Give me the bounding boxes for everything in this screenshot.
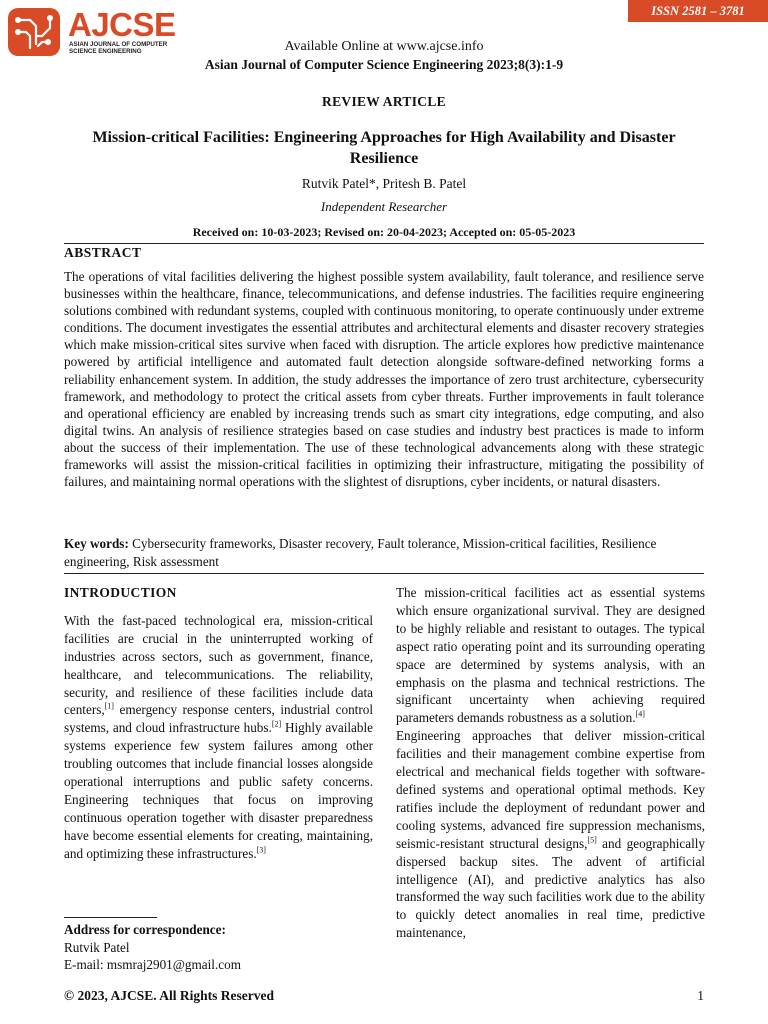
introduction-paragraph <box>64 612 373 863</box>
authors: Rutvik Patel*, Pritesh B. Patel <box>301 176 467 191</box>
divider <box>64 573 704 574</box>
correspondence-name: Rutvik Patel <box>64 939 130 955</box>
paragraph-text: Engineering approaches that deliver mission-critical facilities and their management combine expertise from electrical and mechanical fields together with software-defined systems and operational optimal methods. Key ratifies include the deployment of redundant power and cooling systems, advanced fire suppression mechanisms, seismic-resistant structural designs, <box>396 728 705 851</box>
correspondence-footnote <box>64 921 373 974</box>
paragraph-text: The mission-critical facilities act as essential systems which ensure organizational survival. They are designed to be highly reliable and resistant to outages. The typical aspect ratio operating point and its surrounding operating space are determined by systems analysis, with an emphasis on the plasma and technical restrictions. The significant uncertainty when achieving required parameters demands robustness as a solution. <box>396 585 705 726</box>
keywords <box>64 535 704 570</box>
submission-dates: Received on: 10-03-2023; Revised on: 20-04-2023; Accepted on: 05-05-2023 <box>192 225 576 239</box>
logo-subtitle: SCIENCE ENGINEERING <box>69 48 142 55</box>
abstract-heading: ABSTRACT <box>64 245 142 260</box>
paragraph-text: and geographically dispersed backup sites. The advent of artificial intelligence (AI), and predictive analytics has also transformed the way such facilities work due to the ability to quickly detect anomalies in real time, predictive maintenance, <box>396 835 706 941</box>
citation-ref[interactable]: [5] <box>587 835 597 845</box>
available-online: Available Online at www.ajcse.info <box>284 39 484 54</box>
page-number: 1 <box>697 988 704 1003</box>
right-column <box>396 584 705 942</box>
paragraph-text: With the fast-paced technological era, mission-critical facilities are crucial in the uninterrupted working of industries across sectors, such as government, finance, healthcare, and telecommunications. The reliability, security, and resilience of these facilities include data centers, <box>64 612 373 718</box>
correspondence-email[interactable]: E-mail: msmraj2901@gmail.com <box>64 957 241 972</box>
citation-ref[interactable]: [4] <box>635 709 645 719</box>
article-type: REVIEW ARTICLE <box>322 94 446 109</box>
logo-name: AJCSE <box>68 6 176 43</box>
citation-ref[interactable]: [2] <box>271 719 282 729</box>
paragraph-text: Highly available systems experience few system failures among other troubling outcomes that include financial losses alongside operational interruptions and public safety concerns. Engineering techniques that focus on improving continuous operation together with disaster preparedness have become essential elements for creating, maintaining, and optimizing these infrastructures. <box>64 720 373 861</box>
affiliation: Independent Researcher <box>320 199 448 214</box>
divider <box>64 243 704 244</box>
keywords-text: Cybersecurity frameworks, Disaster recovery, Fault tolerance, Mission-critical facilities, Resilience engineering, Risk assessment <box>64 536 657 569</box>
citation-ref[interactable]: [3] <box>256 845 266 855</box>
issn-badge: ISSN 2581 – 3781 <box>628 0 768 22</box>
abstract-text: The operations of vital facilities delivering the highest possible system availability, fault tolerance, and resilience serve businesses within the healthcare, finance, telecommunications, and defense industries. The facilities require engineering solutions combined with redundant systems, coupled with continuous monitoring, to operate continuously under extreme conditions. The document investigates the essential attributes and architectural elements and disaster recovery strategies which make mission-critical sites survive when faced with disruption. The article explores how predictive maintenance powered by artificial intelligence and automated fault detection alongside software-defined networking forms a reliability enhancement system. In addition, the study addresses the importance of zero trust architecture, cybersecurity framework, and methodology to protect the critical assets from cyber threats. Further improvements in fault tolerance and operational efficiency are enabled by increasing trends such as smart city integrations, edge computing, and also digital twins. An analysis of resilience strategies based on case studies and industry best practices is made to inform about the success of their implementation. The use of these technological advancements along with these strategic frameworks will assist the mission-critical facilities in optimizing their infrastructure, mitigating the possibility of failures, and maintaining normal operations with the slightest of disruptions, cyber incidents, or natural disasters. <box>64 269 704 490</box>
copyright: © 2023, AJCSE. All Rights Reserved <box>64 988 274 1003</box>
left-column <box>64 584 373 863</box>
body-paragraph <box>396 727 705 942</box>
footnote-rule <box>64 917 157 918</box>
logo-subtitle: ASIAN JOURNAL OF COMPUTER <box>69 41 168 48</box>
journal-reference: Asian Journal of Computer Science Engineering 2023;8(3):1-9 <box>204 57 564 72</box>
introduction-heading: INTRODUCTION <box>64 585 177 600</box>
paragraph-text: emergency response centers, industrial control systems, and cloud infrastructure hubs. <box>64 702 373 736</box>
keywords-label: Key words: <box>64 536 129 551</box>
correspondence-heading: Address for correspondence: <box>64 922 226 937</box>
article-title: Mission-critical Facilities: Engineering Approaches for High Availability and Disaster Resilience <box>92 129 676 167</box>
citation-ref[interactable]: [1] <box>104 702 114 712</box>
body-paragraph <box>396 584 705 727</box>
